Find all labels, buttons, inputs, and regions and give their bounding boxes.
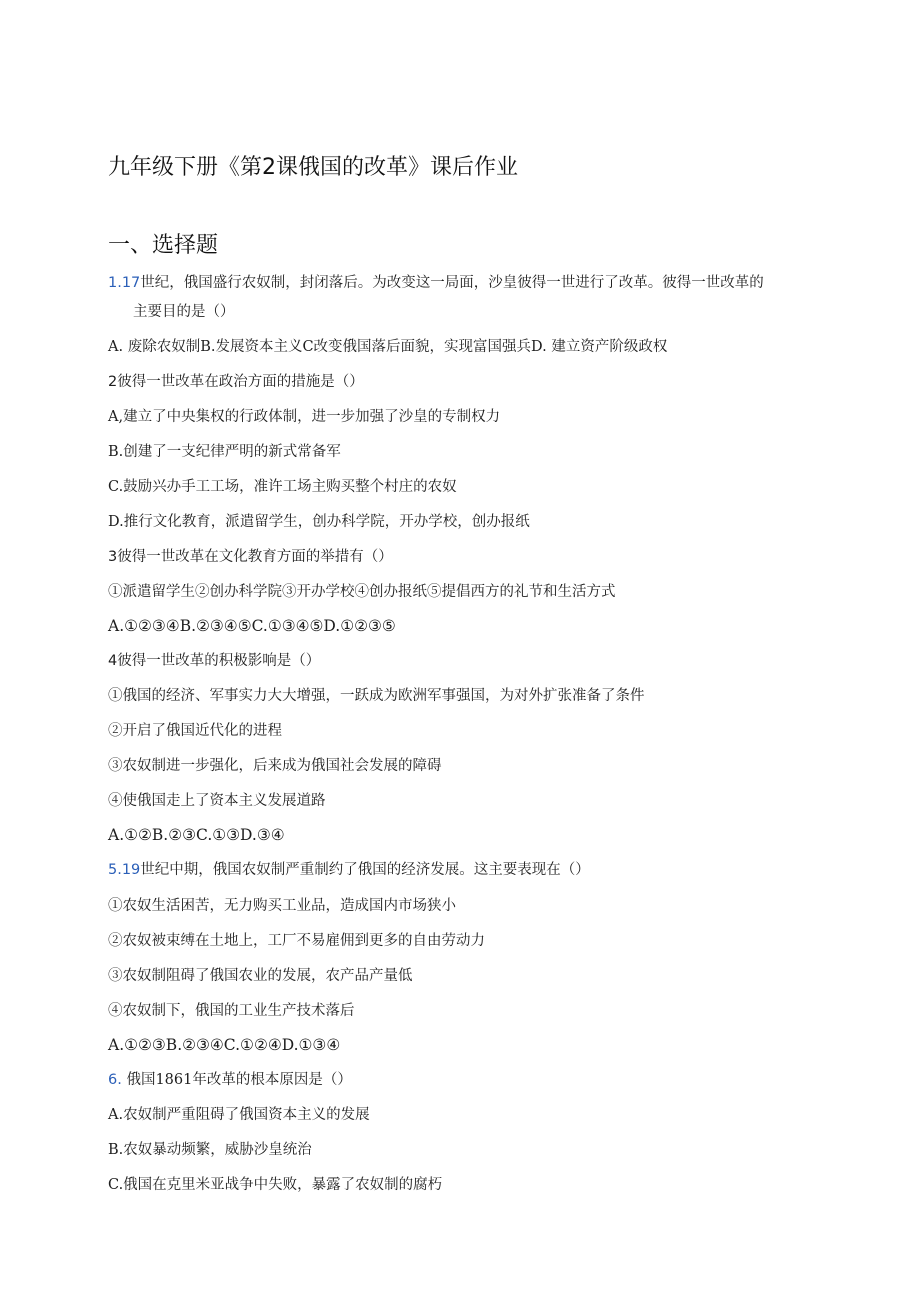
statement-text: ①农奴生活困苦，无力购买工业品，造成国内市场狭小 [108, 898, 456, 914]
question-number: 6. [108, 1072, 122, 1088]
question-number: 1.17 [108, 275, 141, 291]
question-2-stem [108, 372, 364, 392]
options-text: A.①②③B.②③④C.①②④D.①③④ [108, 1036, 341, 1054]
question-2-option-b [108, 442, 341, 462]
question-2-option-a [108, 407, 500, 427]
question-4-options [108, 825, 285, 845]
question-2-option-c [108, 477, 457, 497]
question-text: 彼得一世改革在文化教育方面的举措有（） [117, 549, 393, 565]
question-3-stem [108, 547, 393, 567]
question-1-stem [108, 273, 764, 293]
question-text: 彼得一世改革在政治方面的措施是（） [117, 374, 364, 390]
statement-text: ②农奴被束缚在土地上，工厂不易雇佣到更多的自由劳动力 [108, 933, 485, 949]
question-4-statement-1 [108, 686, 645, 706]
question-text: 彼得一世改革的积极影响是（） [117, 653, 321, 669]
options-text: A.①②③④B.②③④⑤C.①③④⑤D.①②③⑤ [108, 617, 396, 635]
statement-text: ①派遣留学生②创办科学院③开办学校④创办报纸⑤提倡西方的礼节和生活方式 [108, 584, 616, 600]
question-5-statement-3 [108, 966, 413, 986]
question-number: 2 [108, 374, 118, 390]
option-text: B.创建了一支纪律严明的新式常备军 [108, 444, 341, 460]
question-5-statement-1 [108, 896, 456, 916]
question-number: 4 [108, 653, 118, 669]
question-1-stem-continued [133, 302, 235, 322]
question-number: 5.19 [108, 862, 141, 878]
statement-text: ①俄国的经济、军事实力大大增强，一跃成为欧洲军事强国，为对外扩张准备了条件 [108, 688, 645, 704]
statement-text: ③农奴制阻碍了俄国农业的发展，农产品产量低 [108, 968, 413, 984]
statement-text: ④农奴制下，俄国的工业生产技术落后 [108, 1003, 355, 1019]
options-text: A.①②B.②③C.①③D.③④ [108, 826, 285, 844]
question-6-stem [108, 1070, 352, 1090]
option-text: D.推行文化教育，派遣留学生，创办科学院，开办学校，创办报纸 [108, 514, 530, 530]
question-4-statement-2 [108, 721, 282, 741]
statement-text: ④使俄国走上了资本主义发展道路 [108, 793, 326, 809]
question-2-option-d [108, 512, 530, 532]
question-6-option-c [108, 1175, 442, 1195]
question-6-option-a [108, 1105, 370, 1125]
question-4-statement-3 [108, 756, 442, 776]
question-4-statement-4 [108, 791, 326, 811]
statement-text: ②开启了俄国近代化的进程 [108, 723, 282, 739]
document-title: 九年级下册《第2课俄国的改革》课后作业 [108, 155, 518, 180]
question-5-statement-2 [108, 931, 485, 951]
question-number: 3 [108, 549, 118, 565]
question-3-options [108, 616, 396, 636]
question-5-stem [108, 860, 590, 880]
question-5-options [108, 1035, 340, 1055]
question-1-options [108, 337, 667, 357]
question-6-option-b [108, 1140, 312, 1160]
question-5-statement-4 [108, 1001, 355, 1021]
statement-text: ③农奴制进一步强化，后来成为俄国社会发展的障碍 [108, 758, 442, 774]
question-text: 世纪，俄国盛行农奴制，封闭落后。为改变这一局面，沙皇彼得一世进行了改革。彼得一世改革的 [140, 275, 764, 291]
option-text: C.鼓励兴办手工工场，准许工场主购买整个村庄的农奴 [108, 479, 457, 495]
question-text: 俄国1861年改革的根本原因是（） [121, 1072, 352, 1088]
option-text: B.农奴暴动频繁，威胁沙皇统治 [108, 1142, 312, 1158]
section-heading: 一、选择题 [108, 233, 219, 258]
option-text: A,建立了中央集权的行政体制，进一步加强了沙皇的专制权力 [108, 409, 501, 425]
question-3-statements [108, 582, 616, 602]
options-text: A. 废除农奴制B.发展资本主义C改变俄国落后面貌，实现富国强兵D. 建立资产阶级政权 [108, 339, 668, 355]
question-4-stem [108, 651, 320, 671]
question-text: 主要目的是（） [133, 304, 235, 320]
option-text: A.农奴制严重阻碍了俄国资本主义的发展 [108, 1107, 370, 1123]
option-text: C.俄国在克里米亚战争中失败，暴露了农奴制的腐朽 [108, 1177, 443, 1193]
question-text: 世纪中期，俄国农奴制严重制约了俄国的经济发展。这主要表现在（） [140, 862, 590, 878]
